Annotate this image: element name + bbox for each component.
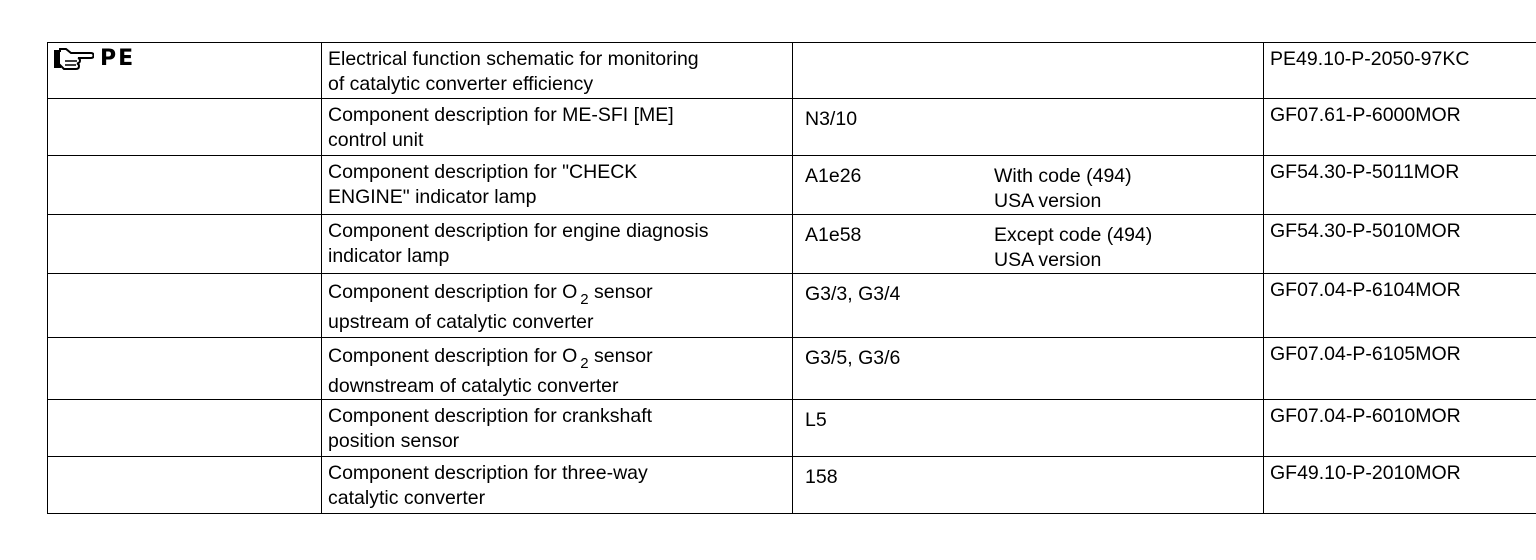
marker-cell	[48, 400, 322, 457]
component-condition	[994, 408, 1251, 433]
doc-ref-link[interactable]: GF54.30-P-5011MOR	[1270, 161, 1460, 183]
marker-cell	[48, 338, 322, 400]
description-cell	[322, 274, 793, 338]
marker-cell	[48, 274, 322, 338]
marker-cell	[48, 99, 322, 156]
description-line: Component description for engine diagnosis	[328, 220, 709, 242]
description-line: Component description for crankshaft	[328, 405, 653, 427]
description-cell	[322, 99, 793, 156]
component-cell	[793, 457, 1264, 514]
description-line: ENGINE" indicator lamp	[328, 186, 537, 208]
doc-ref-link[interactable]: PE49.10-P-2050-97KC	[1270, 48, 1470, 70]
component-condition	[994, 346, 1251, 371]
doc-ref-link[interactable]: GF07.61-P-6000MOR	[1270, 104, 1461, 126]
component-cell	[793, 338, 1264, 400]
component-condition	[994, 164, 1251, 214]
description-cell	[322, 215, 793, 274]
marker-cell	[48, 43, 322, 99]
marker-cell	[48, 457, 322, 514]
doc-ref-cell	[1264, 274, 1536, 338]
component-code: A1e58	[805, 224, 862, 246]
description-line: Component description for "CHECK	[328, 161, 638, 183]
component-code: L5	[805, 409, 827, 431]
table-row	[48, 457, 1536, 514]
doc-ref-cell	[1264, 156, 1536, 215]
doc-ref-cell	[1264, 43, 1536, 99]
doc-ref-cell	[1264, 457, 1536, 514]
subscript: 2	[580, 291, 589, 308]
component-code: A1e26	[805, 165, 862, 187]
description-line: indicator lamp	[328, 245, 450, 267]
description-line: Component description for ME-SFI [ME]	[328, 104, 674, 126]
pe-marker	[54, 47, 315, 71]
doc-ref-link[interactable]: GF49.10-P-2010MOR	[1270, 462, 1461, 484]
condition-line: USA version	[994, 249, 1102, 271]
table-row	[48, 215, 1536, 274]
description-cell	[322, 400, 793, 457]
reference-table	[47, 42, 1536, 514]
component-code: 158	[805, 466, 838, 488]
condition-line: With code (494)	[994, 165, 1132, 187]
description-line: catalytic converter	[328, 487, 486, 509]
component-code: N3/10	[805, 108, 858, 130]
description-line: Component description for three-way	[328, 462, 648, 484]
marker-label: PE	[100, 46, 136, 71]
component-cell	[793, 400, 1264, 457]
component-code: G3/3, G3/4	[805, 283, 901, 305]
component-condition	[994, 465, 1251, 490]
doc-ref-link[interactable]: GF07.04-P-6010MOR	[1270, 405, 1461, 427]
component-condition	[994, 282, 1251, 307]
description-line: Component description for O $_2$ sensor	[328, 281, 653, 308]
description-line: upstream of catalytic converter	[328, 311, 594, 333]
table-row	[48, 99, 1536, 156]
doc-ref-cell	[1264, 338, 1536, 400]
doc-ref-link[interactable]: GF07.04-P-6105MOR	[1270, 343, 1461, 365]
table-row	[48, 400, 1536, 457]
description-cell	[322, 43, 793, 99]
description-cell	[322, 156, 793, 215]
component-condition	[994, 107, 1251, 132]
component-cell	[793, 43, 1264, 99]
condition-line: USA version	[994, 190, 1102, 212]
description-line: Component description for O $_2$ sensor	[328, 345, 653, 372]
description-line: of catalytic converter efficiency	[328, 73, 594, 95]
component-cell	[793, 274, 1264, 338]
table-row	[48, 274, 1536, 338]
component-cell	[793, 215, 1264, 274]
description-line: position sensor	[328, 430, 460, 452]
table-row	[48, 338, 1536, 400]
component-cell	[793, 99, 1264, 156]
table-row	[48, 43, 1536, 99]
doc-ref-link[interactable]: GF54.30-P-5010MOR	[1270, 220, 1461, 242]
doc-ref-cell	[1264, 99, 1536, 156]
doc-ref-link[interactable]: GF07.04-P-6104MOR	[1270, 279, 1461, 301]
description-cell	[322, 457, 793, 514]
table-row	[48, 156, 1536, 215]
subscript: 2	[580, 355, 589, 372]
doc-ref-cell	[1264, 215, 1536, 274]
description-line: control unit	[328, 129, 424, 151]
component-condition	[994, 223, 1251, 273]
description-cell	[322, 338, 793, 400]
marker-cell	[48, 156, 322, 215]
component-code: G3/5, G3/6	[805, 347, 901, 369]
marker-cell	[48, 215, 322, 274]
component-cell	[793, 156, 1264, 215]
description-line: Electrical function schematic for monitoring	[328, 48, 699, 70]
condition-line: Except code (494)	[994, 224, 1153, 246]
description-line: downstream of catalytic converter	[328, 375, 619, 397]
doc-ref-cell	[1264, 400, 1536, 457]
pointing-hand-icon	[54, 48, 94, 70]
